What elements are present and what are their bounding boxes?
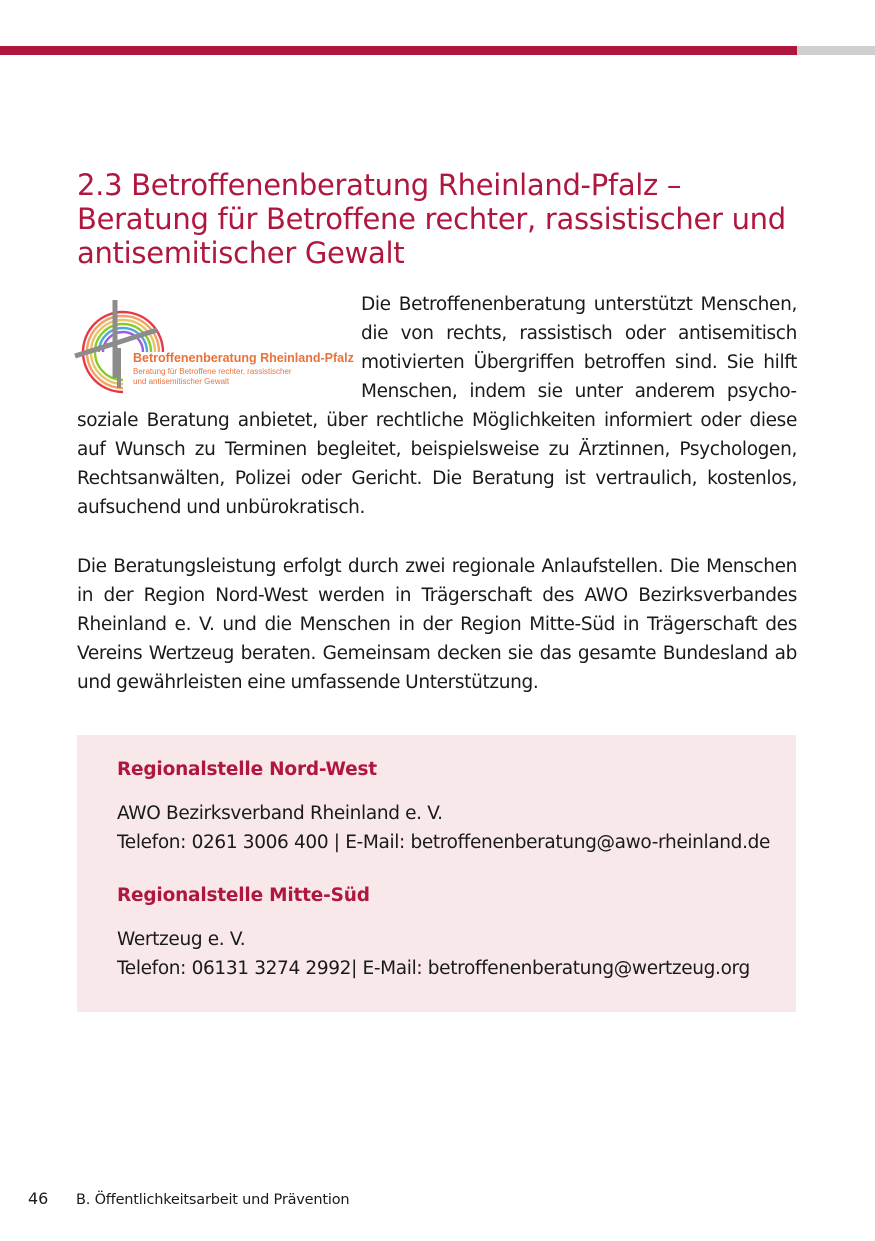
contact-line: Telefon: 06131 3274 2992| E-Mail: betroffenenberatung@wertzeug.org xyxy=(117,958,750,979)
top-accent-bar xyxy=(0,46,797,55)
top-grey-bar xyxy=(797,46,875,55)
contact-list xyxy=(117,757,776,983)
region-nord-west xyxy=(117,757,776,857)
intro-paragraph: Die Betroffenenberatung unterstützt Menschen, die von rechts, rassistisch oder antisemitisch motivierten Übergriffen betroffen sind. Sie hilft Menschen, indem sie unter anderem psychosoziale Beratung anbietet, über rechtliche Möglichkeiten informiert oder diese auf Wunsch zu Terminen begleitet, beispielsweise zu Ärztinnen, Psychologen, Rechtsanwälten, Polizei oder Gericht. Die Beratung ist vertraulich, kostenlos, aufsuchend und unbürokratisch. xyxy=(77,294,797,518)
organization-name: Wertzeug e. V. xyxy=(117,929,246,950)
section-heading: 2.3 Betroffenenberatung Rheinland-Pfalz – Beratung für Betroffene rechter, rassistischer und antisemitischer Gewalt xyxy=(77,168,786,270)
contact-box xyxy=(77,735,796,1012)
region-mitte-sued xyxy=(117,883,776,983)
region-title: Regionalstelle Mitte-Süd xyxy=(117,885,370,906)
betroffenenberatung-logo xyxy=(71,290,361,400)
region-details xyxy=(117,925,776,983)
footer-section-title: B. Öffentlichkeitsarbeit und Prävention xyxy=(76,1192,350,1208)
page-number: 46 xyxy=(28,1189,49,1208)
logo-tagline-2: und antisemitischer Gewalt xyxy=(133,377,230,386)
intro-content xyxy=(77,290,797,697)
page-footer xyxy=(28,1189,349,1208)
organization-name: AWO Bezirksverband Rheinland e. V. xyxy=(117,803,443,824)
regional-paragraph: Die Beratungsleistung erfolgt durch zwei regionale Anlaufstellen. Die Menschen in der Region Nord-West werden in Trägerschaft des AWO Bezirksverbandes Rheinland e. V. und die Menschen in der Region Mitte-Süd in Trägerschaft des Vereins Wertzeug beraten. Gemeinsam decken sie das gesamte Bundesland ab und gewährleisten eine umfassende Unterstützung. xyxy=(77,556,797,693)
logo-tagline-1: Beratung für Betroffene rechter, rassistischer xyxy=(133,367,292,376)
region-details xyxy=(117,799,776,857)
region-title: Regionalstelle Nord-West xyxy=(117,759,377,780)
contact-line: Telefon: 0261 3006 400 | E-Mail: betroffenenberatung@awo-rheinland.de xyxy=(117,832,771,853)
logo-name: Betroffenenberatung Rheinland-Pfalz xyxy=(133,351,354,365)
